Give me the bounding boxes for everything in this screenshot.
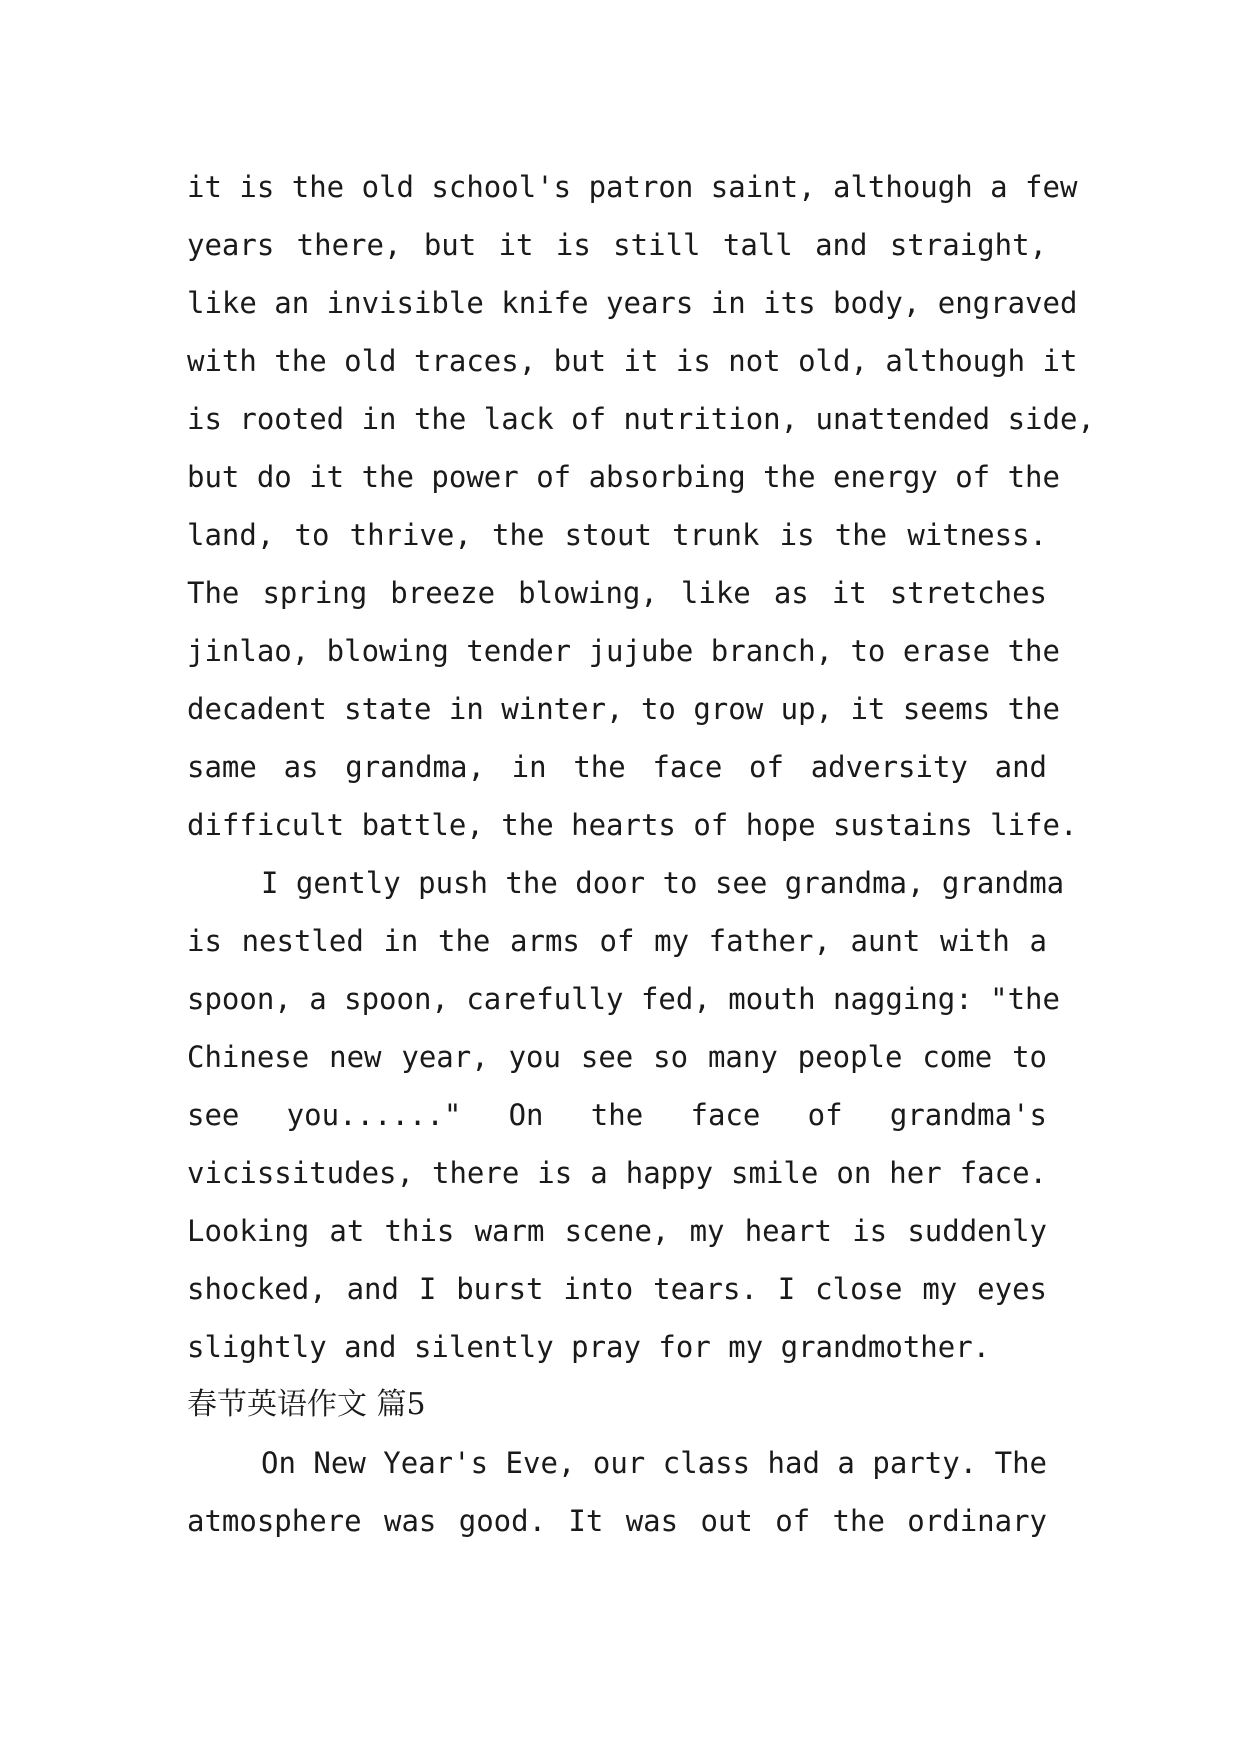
text-line: is rooted in the lack of nutrition, unattended side, — [187, 402, 1095, 436]
text-line: Looking at this warm scene, my heart is suddenly — [187, 1214, 1047, 1248]
text-line: The spring breeze blowing, like as it stretches — [187, 576, 1047, 610]
text-line: shocked, and I burst into tears. I close my eyes — [187, 1272, 1047, 1306]
text-line: slightly and silently pray for my grandmother. — [187, 1330, 991, 1364]
text-line: difficult battle, the hearts of hope sustains life. — [187, 808, 1078, 842]
text-line: with the old traces, but it is not old, although it — [187, 344, 1078, 378]
text-line: but do it the power of absorbing the energy of the — [187, 460, 1060, 494]
text-line: decadent state in winter, to grow up, it seems the — [187, 692, 1060, 726]
text-line: years there, but it is still tall and straight, — [187, 228, 1047, 262]
text-line: Chinese new year, you see so many people come to — [187, 1040, 1047, 1074]
text-line: land, to thrive, the stout trunk is the witness. — [187, 518, 1047, 552]
text-line: it is the old school's patron saint, although a few — [187, 170, 1078, 204]
document-page — [187, 158, 1095, 1550]
text-line: is nestled in the arms of my father, aunt with a — [187, 924, 1047, 958]
text-line: jinlao, blowing tender jujube branch, to erase the — [187, 634, 1060, 668]
paragraph-3 — [187, 1434, 1047, 1550]
text-line: see you......" On the face of grandma's — [187, 1098, 1047, 1132]
paragraph-1 — [187, 158, 1095, 854]
section-heading: 春节英语作文 篇5 — [187, 1387, 426, 1422]
paragraph-2 — [187, 854, 1065, 1376]
text-line: same as grandma, in the face of adversity and — [187, 750, 1047, 784]
text-line: atmosphere was good. It was out of the ordinary — [187, 1504, 1047, 1538]
text-line: On New Year's Eve, our class had a party. The — [261, 1446, 1047, 1480]
text-line: vicissitudes, there is a happy smile on her face. — [187, 1156, 1047, 1190]
text-line: I gently push the door to see grandma, grandma — [261, 866, 1065, 900]
text-line: like an invisible knife years in its body, engraved — [187, 286, 1078, 320]
text-line: spoon, a spoon, carefully fed, mouth nagging: "the — [187, 982, 1060, 1016]
